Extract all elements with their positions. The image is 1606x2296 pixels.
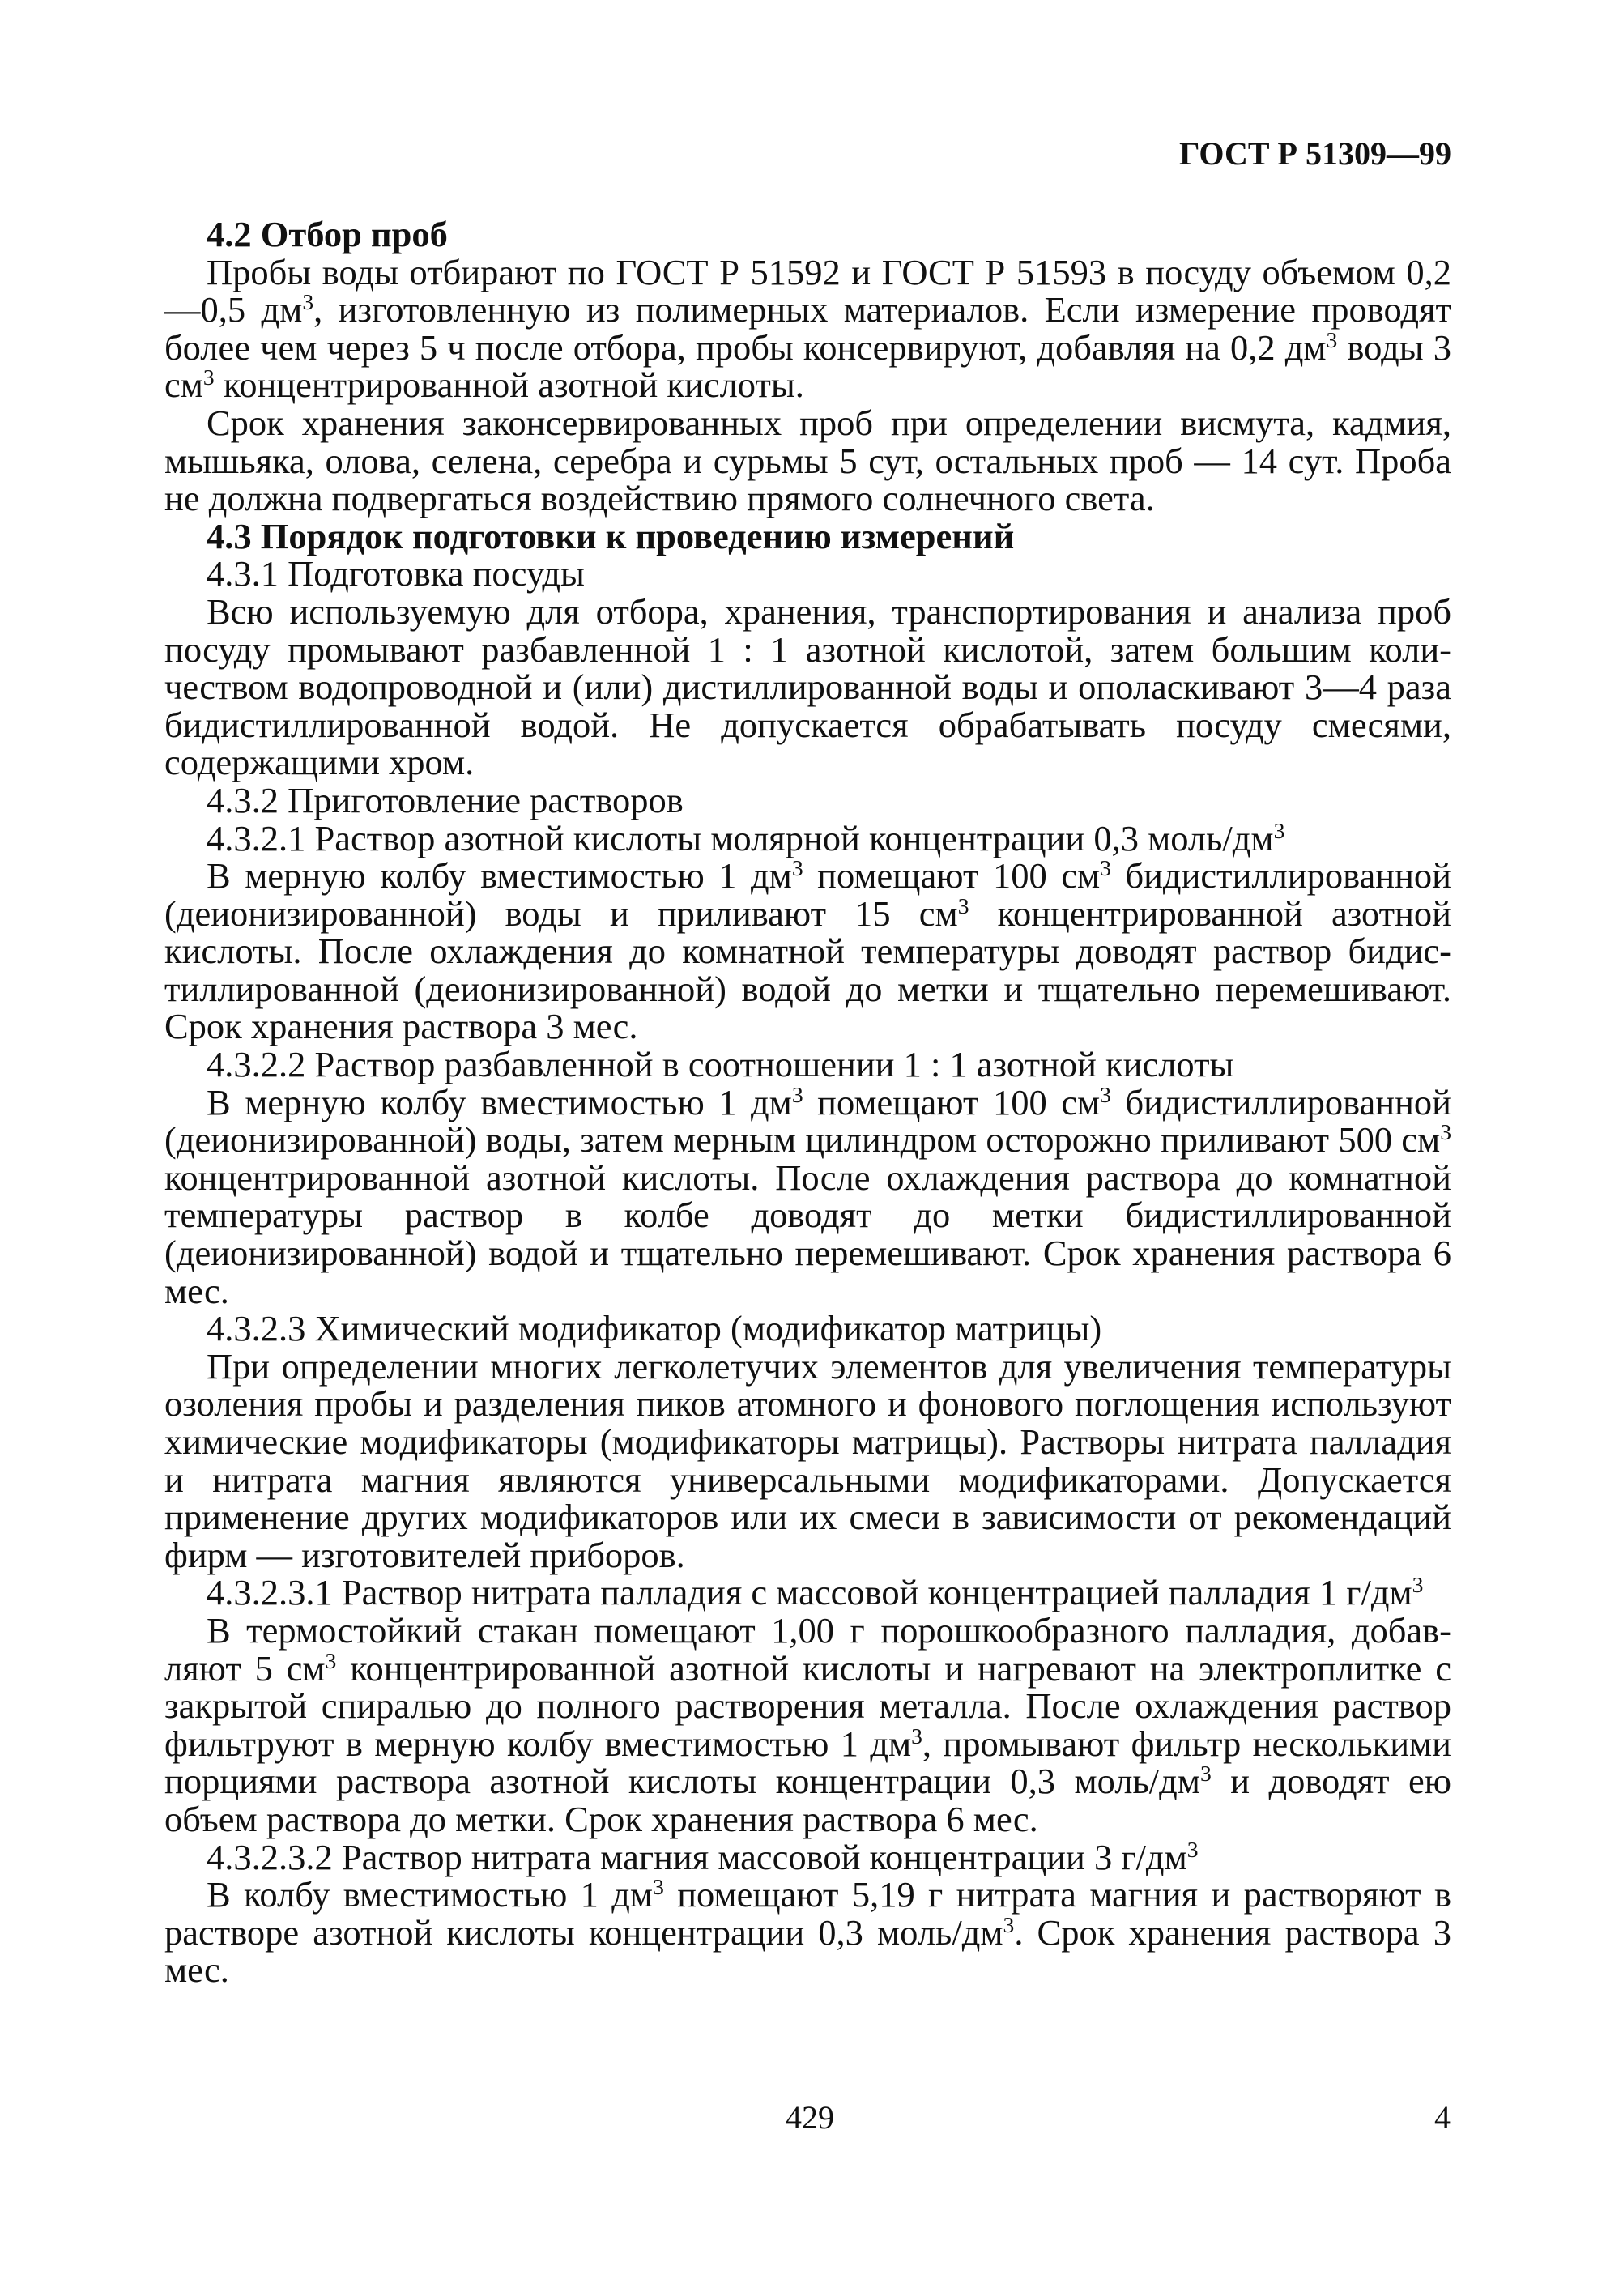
paragraph: В колбу вместимостью 1 $дм^3$ помещают 5,19 г нитрата магния и растворяют в растворе азотной кислоты концентрации 0,3 моль/$дм^3$. Срок хранения раствора 3 мес. [164,1873,1451,1991]
paragraph: 4.3.2 Приготовление растворов [207,779,684,820]
paragraph: В мерную колбу вместимостью 1 $дм^3$ помещают 100 $см^3$ бидистиллированной (деионизированной) воды, затем мерным цилиндром осторожно приливают 500 $см^3$ концентрированной азотной кислоты. После охлаждения раствора до комнатной температуры раствор в колбе доводят до метки бидистиллированной (деионизированной) водой и тщательно перемешивают. Срок хранения раствора 6 мес. [164,1081,1451,1311]
paragraph: Всю используемую для отбора, хранения, транспортирования и анализа проб посуду промывают разбавленной 1 : 1 азотной кислотой, затем большим количеством водопроводной и (или) дистиллированной воды и ополаскивают 3—4 раза бидистиллированной водой. Не допускается обрабатывать посуду смесями, содержащими хром. [164,590,1451,783]
document-header-id: ГОСТ Р 51309—99 [1178,135,1451,172]
paragraph: 4.3.2.3.2 Раствор нитрата магния массовой концентрации 3 $г/дм^3$ [207,1836,1199,1877]
paragraph: В термостойкий стакан помещают 1,00 г порошкообразного палладия, добавляют 5 $см^3$ концентрированной азотной кислоты и нагревают на электроплитке с закрытой спиралью до полного растворения металла. После охлаждения раствор фильтруют в мерную колбу вместимостью 1 $дм^3$, промывают фильтр несколькими порциями раствора азотной кислоты концентрации 0,3 моль/$дм^3$ и доводят ею объем раствора до метки. Срок хранения раствора 6 мес. [164,1609,1452,1839]
paragraph: Срок хранения законсервированных проб при определении висмута, кадмия, мышьяка, олова, селена, серебра и сурьмы 5 сут, остальных проб — 14 сут. Проба не должна подвергаться воздействию прямого солнечного света. [164,402,1451,519]
section-heading: 4.3 Порядок подготовки к проведению измерений [207,515,1015,556]
paragraph: Пробы воды отбирают по ГОСТ Р 51592 и ГОСТ Р 51593 в посуду объемом 0,2—0,5 $дм^3$, изготовленную из полимерных материалов. Если измерение проводят более чем через 5 ч после отбора, пробы консервируют, добавляя на 0,2 $дм^3$ воды 3 $см^3$ концентрированной азотной кислоты. [164,251,1451,406]
paragraph: 4.3.2.3 Химический модификатор (модификатор матрицы) [207,1308,1102,1349]
paragraph: 4.3.1 Подготовка посуды [207,553,585,594]
paragraph: 4.3.2.3.1 Раствор нитрата палладия с массовой концентрацией палладия 1 $г/дм^3$ [207,1572,1424,1613]
document-body [164,215,1451,1989]
paragraph: При определении многих легколетучих элементов для увеличения температуры озоления пробы и разделения пиков атомного и фонового поглощения используют химические модификаторы (модификаторы матрицы). Растворы нитрата палладия и нитрата магния являются универсальными модификаторами. Допускается применение других модификаторов или их смеси в зависимости от рекомендаций фирм — изготовителей приборов. [164,1345,1451,1575]
paragraph: В мерную колбу вместимостью 1 $дм^3$ помещают 100 $см^3$ бидистиллированной (деионизированной) воды и приливают 15 $см^3$ концентрированной азотной кислоты. После охлаждения до комнатной температуры доводят раствор бидистиллированной (деионизированной) водой до метки и тщательно перемешивают. Срок хранения раствора 3 мес. [164,854,1451,1047]
paragraph: 4.3.2.2 Раствор разбавленной в соотношении 1 : 1 азотной кислоты [207,1044,1234,1085]
section-heading: 4.2 Отбор проб [207,214,448,254]
sheet-number: 4 [1434,2099,1451,2136]
page-number: 429 [786,2099,834,2136]
paragraph: 4.3.2.1 Раствор азотной кислоты молярной концентрации 0,3 моль/$дм^3$ [207,817,1285,858]
